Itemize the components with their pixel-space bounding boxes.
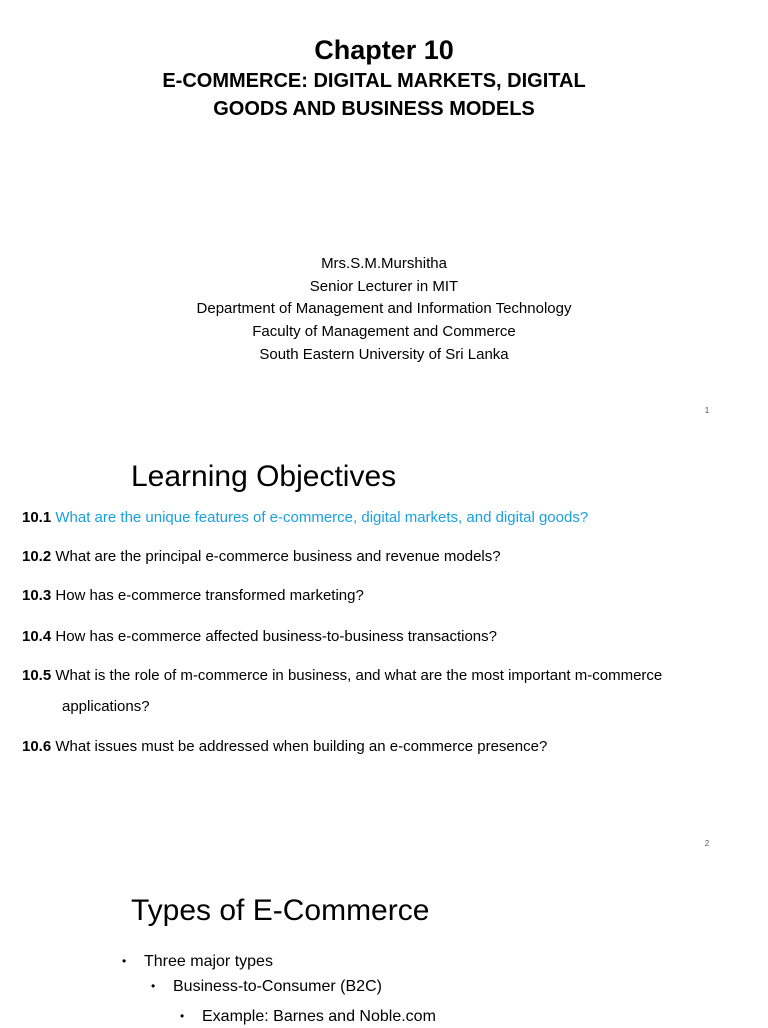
chapter-title: Chapter 10: [314, 35, 454, 65]
objective-text: What issues must be addressed when building an e-commerce presence?: [55, 738, 548, 755]
objective-text: How has e-commerce transformed marketing?: [55, 587, 364, 604]
objective-item: [22, 626, 752, 648]
author-block: [0, 253, 768, 367]
objective-item: [22, 736, 752, 758]
author-position: Senior Lecturer in MIT: [309, 277, 459, 295]
subtitle-line-1: E-COMMERCE: DIGITAL MARKETS, DIGITAL: [162, 70, 586, 92]
page-number: 2: [704, 839, 710, 848]
bullet-text: Example: Barnes and Noble.com: [202, 1008, 436, 1025]
bullet-text: Three major types: [144, 953, 273, 970]
bullet-item: [180, 1005, 436, 1028]
author-department: Department of Management and Information Technology: [196, 300, 572, 318]
bullet-text: Business-to-Consumer (B2C): [173, 978, 382, 995]
bullet-icon: •: [151, 979, 156, 993]
objective-text: How has e-commerce affected business-to-business transactions?: [55, 628, 497, 645]
bullet-icon: •: [122, 954, 127, 968]
author-name: Mrs.S.M.Murshitha: [321, 255, 447, 272]
slide-heading: Types of E-Commerce: [131, 894, 430, 927]
author-university: South Eastern University of Sri Lanka: [259, 345, 509, 363]
objective-continuation: applications?: [62, 698, 150, 715]
objective-number: 10.2: [22, 548, 52, 565]
bullet-icon: •: [180, 1009, 185, 1023]
objective-text: What are the principal e-commerce business and revenue models?: [55, 548, 501, 565]
objective-item: [22, 507, 752, 529]
chapter-subtitle: [104, 67, 644, 123]
objective-item: [22, 665, 752, 718]
slide-heading: Learning Objectives: [131, 460, 397, 493]
objective-number: 10.3: [22, 587, 52, 604]
bullet-item: [122, 950, 273, 973]
page-number: 1: [704, 406, 710, 415]
objective-item: [22, 585, 752, 607]
objective-number: 10.6: [22, 738, 52, 755]
objective-item: [22, 546, 752, 568]
author-faculty: Faculty of Management and Commerce: [252, 323, 516, 341]
bullet-item: [151, 975, 382, 998]
objective-number: 10.1: [22, 509, 52, 526]
objective-text: What are the unique features of e-commerce, digital markets, and digital goods?: [55, 509, 589, 526]
objective-text: What is the role of m-commerce in business, and what are the most important m-commerce: [55, 667, 663, 684]
objective-number: 10.5: [22, 667, 52, 684]
subtitle-line-2: GOODS AND BUSINESS MODELS: [213, 98, 535, 120]
objective-number: 10.4: [22, 628, 52, 645]
